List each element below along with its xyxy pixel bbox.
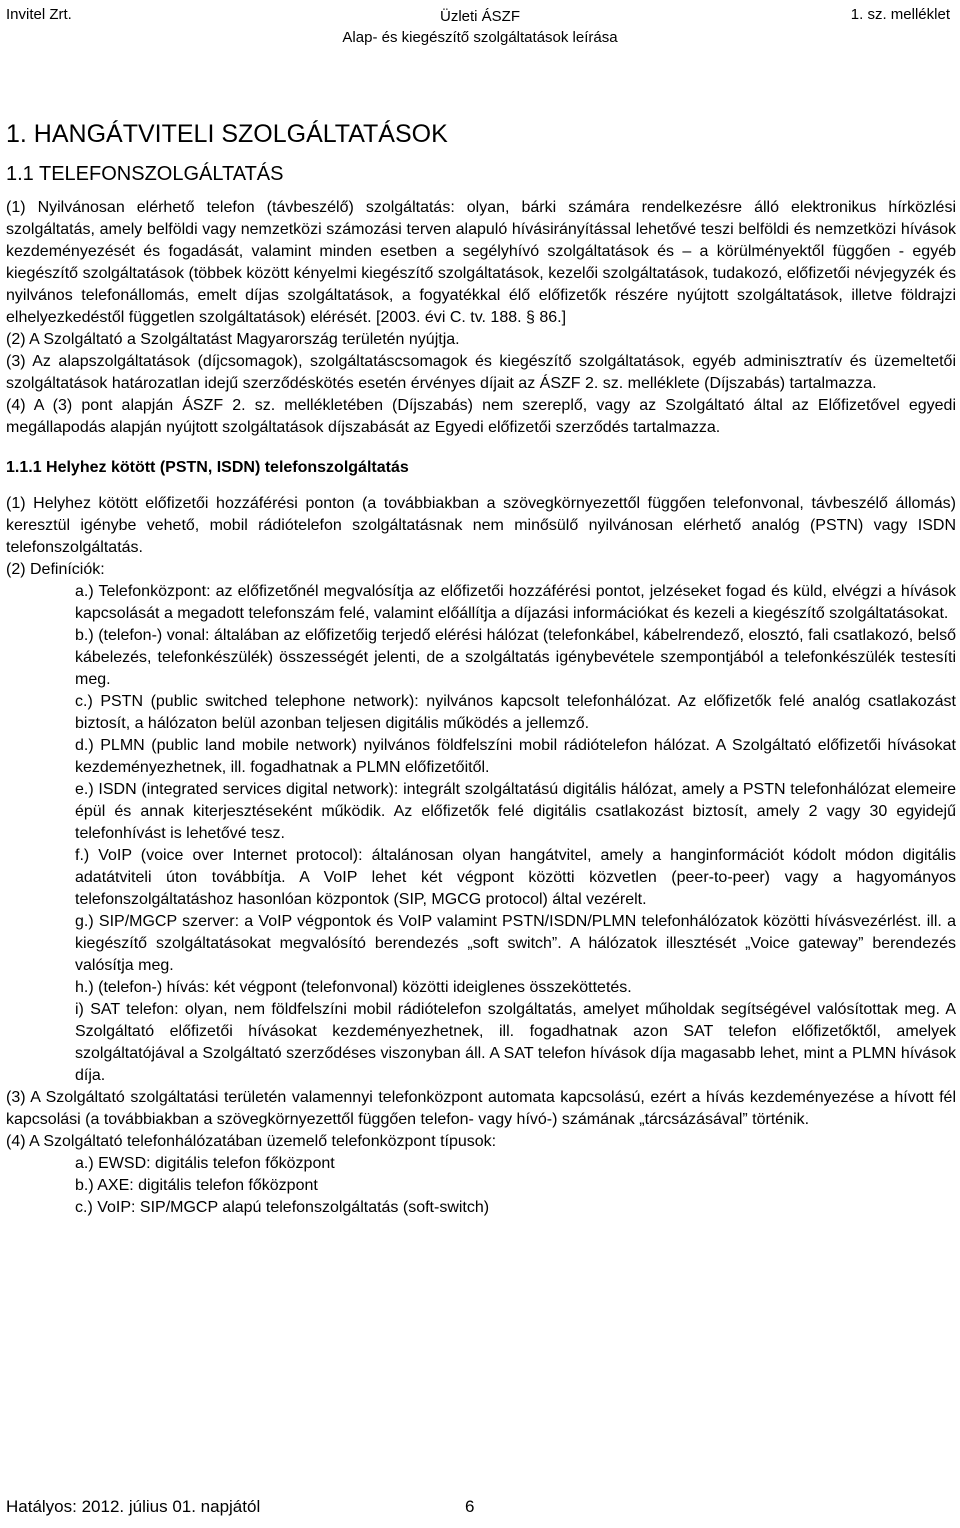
exchange-type-item: b.) AXE: digitális telefon főközpont: [75, 1177, 318, 1194]
definition-item: c.) PSTN (public switched telephone network): nyilvános kapcsolt telefonhálózat. Az előfizetők felé analóg csatlakozást biztosít, a hálózaton belül azonban teljesen digitális működés a jellemző.: [75, 693, 956, 732]
exchange-type-item: c.) VoIP: SIP/MGCP alapú telefonszolgáltatás (soft-switch): [75, 1199, 490, 1216]
definition-item: d.) PLMN (public land mobile network) nyilvános földfelszíni mobil rádiótelefon hálózat. A Szolgáltató előfizetői hívásokat kezdeményezhetnek, ill. fogadhatnak a PLMN előfizetőitől.: [75, 737, 956, 776]
definition-item: b.) (telefon-) vonal: általában az előfizetőig terjedő elérési hálózat (telefonkábel, kábelrendező, elosztó, fali csatlakozó, belső kábelezés, telefonkészülék) összességét jelenti, de a szolgáltatás igénybevétele szempontjából a telefonkészülék testesíti meg.: [75, 627, 956, 688]
definition-item: f.) VoIP (voice over Internet protocol): általánosan olyan hangátvitel, amely a hanginformációt kódolt módon digitális adatátviteli úton továbbítja. A VoIP lehet két végpont közötti közvetlen (peer-to-peer) vagy a hagyományos telefonszolgáltatáshoz hasonlóan központok (SIP, MGCG protocol) által vezérelt.: [75, 847, 956, 908]
definition-item: i) SAT telefon: olyan, nem földfelszíni mobil rádiótelefon szolgáltatás, amelyet műholdak segítségével valósítottak meg. A Szolgáltató előfizetői hívásokat kezdeményezhetnek, ill. fogadhatnak azon SAT telefon előfizetőktől, amelyek szolgáltatójával a Szolgáltató szerződéses viszonyban áll. A SAT telefon hívások díja magasabb lehet, mint a PLMN hívások díja.: [75, 1001, 956, 1084]
pstn-paragraph-3: (3) A Szolgáltató szolgáltatási területén valamennyi telefonközpont automata kapcsolású, ezért a hívás kezdeményezése a hívott fél kapcsolási (a továbbiakban a szövegkörnyezettől függően telefon- vagy hívó-) számának „tárcsázásával” történik.: [6, 1089, 956, 1128]
exchange-type-item: a.) EWSD: digitális telefon főközpont: [75, 1155, 335, 1172]
pstn-paragraph-1: (1) Helyhez kötött előfizetői hozzáférési ponton (a továbbiakban a szövegkörnyezettől függően telefonvonal, távbeszélő állomás) keresztül igénybe vehető, mobil rádiótelefon szolgáltatásnak nem minősülő nyilvánosan elérhető analóg (PSTN) vagy ISDN telefonszolgáltatás.: [6, 495, 956, 556]
header-title-line-1: Üzleti ÁSZF: [439, 8, 520, 25]
intro-paragraph-1: (1) Nyilvánosan elérhető telefon (távbeszélő) szolgáltatás: olyan, bárki számára rendelkezésre álló elektronikus hírközlési szolgáltatás, amely belföldi vagy nemzetközi számozási terven alapuló hívásirányítással lehetővé teszi belföldi és nemzetközi hívások kezdeményezését és fogadását, valamint minden esetben a segélyhívó szolgáltatások és – a körülményektől függően - egyéb kiegészítő szolgáltatások (többek között kényelmi kiegészítő szolgáltatások, kezelői szolgáltatások, tudakozó, előfizetői névjegyzék és nyilvános telefonállomás, emelt díjas szolgáltatások, a fogyatékkal élő előfizetők részére nyújtott szolgáltatások, illetve földrajzi elhelyezkedéstől független szolgáltatások) elérését. [2003. évi C. tv. 188. § 86.]: [6, 199, 956, 326]
intro-paragraph-2: (2) A Szolgáltató a Szolgáltatást Magyarország területén nyújtja.: [6, 331, 460, 348]
footer-effective-date: Hatályos: 2012. július 01. napjától: [6, 1497, 261, 1516]
exchange-types-label: (4) A Szolgáltató telefonhálózatában üzemelő telefonközpont típusok:: [6, 1133, 497, 1150]
header-title-line-2: Alap- és kiegészítő szolgáltatások leírása: [342, 29, 618, 46]
definition-item: e.) ISDN (integrated services digital network): integrált szolgáltatású digitális hálózat, amely a PSTN telefonhálózat elemeire épül és annak kiterjesztéseként működik. Az előfizetők felé digitális csatlakozást biztosít, amely 2 vagy 30 egyidejű telefonhívást is lehetővé tesz.: [75, 781, 956, 842]
header-document-title: [0, 6, 960, 48]
header-annex-label: 1. sz. melléklet: [850, 6, 950, 23]
exchange-types-list: [6, 1153, 956, 1219]
definition-item: h.) (telefon-) hívás: két végpont (telefonvonal) közötti ideiglenes összeköttetés.: [75, 979, 632, 996]
definitions-label: (2) Definíciók:: [6, 561, 105, 578]
definitions-list: [6, 581, 956, 1087]
subsection-title: 1.1 TELEFONSZOLGÁLTATÁS: [6, 163, 284, 185]
intro-paragraph-3: (3) Az alapszolgáltatások (díjcsomagok), szolgáltatáscsomagok és kiegészítő szolgáltatások, egyéb adminisztratív és üzemeltetői szolgáltatások határozatlan idejű szerződéskötés esetén érvényes díjait az ÁSZF 2. sz. melléklete (Díjszabás) tartalmazza.: [6, 353, 956, 392]
definition-item: g.) SIP/MGCP szerver: a VoIP végpontok és VoIP valamint PSTN/ISDN/PLMN telefonhálózatok közötti hívásvezérlést. ill. a kiegészítő szolgáltatásokat megvalósító berendezés „soft switch”. A hálózatok illesztését „Voice gateway” berendezés valósítja meg.: [75, 913, 956, 974]
header-company: Invitel Zrt.: [6, 6, 72, 23]
document-body: [6, 117, 956, 1219]
intro-paragraph-4: (4) A (3) pont alapján ÁSZF 2. sz. mellékletében (Díjszabás) nem szereplő, vagy az Szolgáltató által az Előfizetővel egyedi megállapodás alapján nyújtott szolgáltatások díjszabását az Egyedi előfizetői szerződés tartalmazza.: [6, 397, 956, 436]
footer-page-number: 6: [465, 1497, 475, 1516]
definition-item: a.) Telefonközpont: az előfizetőnél megvalósítja az előfizetői hozzáférési pontot, jelzéseket fogad és küld, elvégzi a hívások kapcsolását a megadott telefonszám felé, valamint előállítja a díjazási információkat és kezeli a kiegészítő szolgáltatásokat.: [75, 583, 956, 622]
section-title: 1. HANGÁTVITELI SZOLGÁLTATÁSOK: [6, 120, 448, 148]
subsubsection-title: 1.1.1 Helyhez kötött (PSTN, ISDN) telefonszolgáltatás: [6, 459, 409, 476]
